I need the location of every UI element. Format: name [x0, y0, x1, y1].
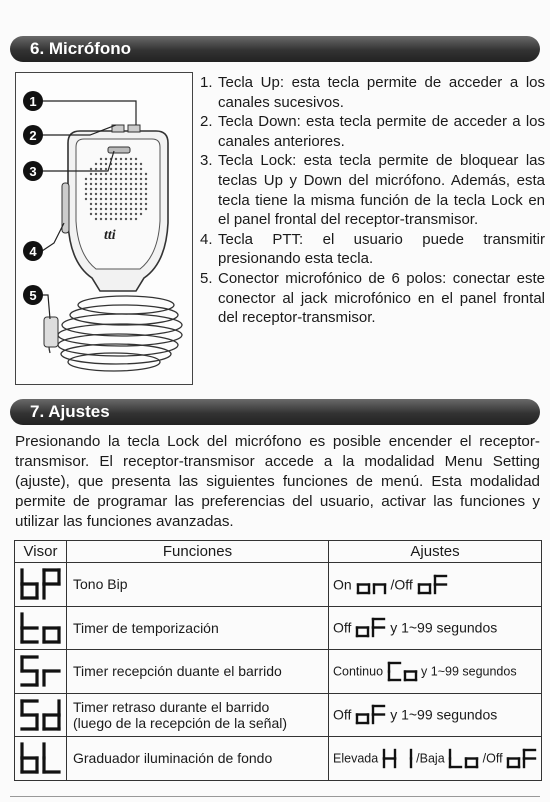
lcd-display [356, 574, 387, 595]
svg-text:4: 4 [29, 244, 37, 259]
list-item: 2. Tecla Down: esta tecla permite de acceder a los canales anteriores. [200, 113, 545, 150]
svg-text:2: 2 [29, 128, 37, 143]
setting-text: y 1~99 segundos [421, 664, 517, 679]
lcd-display [355, 617, 386, 638]
setting-text: /Off [390, 576, 413, 593]
callout-4 [23, 241, 43, 261]
setting-text: On [333, 576, 352, 593]
list-item: 1. Tecla Up: esta tecla permite de acceder a los canales sucesivos. [200, 74, 545, 111]
function-label: Timer recepción duante el barrido [73, 663, 282, 680]
setting-text: /Off [482, 751, 503, 766]
setting-text: Continuo [333, 664, 384, 679]
section-6-title: 6. Micrófono [30, 39, 132, 58]
header-ajustes: Ajustes [329, 541, 542, 563]
lcd-display [506, 748, 537, 769]
table-header-row [15, 541, 542, 563]
mic-logo: tti [104, 228, 116, 243]
section-6-header [10, 36, 540, 62]
list-item: 4. Tecla PTT: el usuario puede transmitir presionando esta tecla. [200, 230, 545, 268]
table-row [15, 693, 542, 737]
svg-text:3: 3 [29, 164, 37, 179]
setting-text: Off [333, 706, 352, 723]
function-label: Tono Bip [73, 576, 128, 593]
lcd-display [19, 654, 62, 688]
section-7-header [10, 399, 540, 425]
table-row [15, 606, 542, 650]
svg-text:1: 1 [29, 94, 37, 109]
lcd-display [19, 611, 62, 645]
list-item: 5. Conector microfónico de 6 polos: conectar este conector al jack microfónico en el panel frontal del receptor-transmisor. [200, 269, 545, 327]
function-label: Graduador iluminación de fondo [73, 750, 273, 767]
lcd-display [387, 661, 418, 682]
setting-text: Elevada [333, 751, 379, 766]
lcd-display [19, 698, 62, 732]
lcd-display [19, 741, 62, 775]
list-item: 3. Tecla Lock: esta tecla permite de bloquear las teclas Up y Down del micrófono. Además, esta tecla tiene la misma función de la tecla Lock en el panel frontal del receptor-transmisor. [200, 152, 545, 229]
lcd-display [448, 748, 479, 769]
setting-text: y 1~99 segundos [390, 706, 498, 723]
function-label-note: (luego de la recepción de la señal) [73, 714, 288, 731]
svg-text:5: 5 [29, 288, 37, 303]
header-funciones: Funciones [67, 541, 329, 563]
function-label: Timer retraso durante el barrido [73, 698, 270, 715]
table-row [15, 737, 542, 781]
setting-text: y 1~99 segundos [390, 619, 498, 636]
table-row [15, 563, 542, 607]
table-row [15, 650, 542, 694]
settings-table [14, 540, 542, 781]
microphone-illustration [15, 72, 193, 385]
section-7-title: 7. Ajustes [30, 402, 110, 421]
callout-3 [23, 161, 43, 181]
callout-1 [23, 91, 43, 111]
settings-paragraph: Presionando la tecla Lock del micrófono es posible encender el receptor-transmisor. El receptor-transmisor accede a la modalidad Menu Setting (ajuste), que presenta las siguientes funciones de menú. Esta modalidad permite de programar las preferencias del usuario, activar las funciones y utilizar las funciones avanzadas. [15, 433, 540, 530]
lcd-display [19, 567, 62, 601]
function-label: Timer de temporización [73, 619, 219, 636]
lcd-display [355, 704, 386, 725]
callout-2 [23, 125, 43, 145]
header-visor: Visor [15, 541, 67, 563]
lcd-display [417, 574, 448, 595]
page-divider [10, 796, 540, 797]
lcd-display [382, 748, 413, 769]
setting-text: Off [333, 619, 352, 636]
microphone-drawing [16, 73, 191, 383]
microphone-keys-list [200, 73, 545, 328]
setting-text: /Baja [416, 751, 445, 766]
callout-5 [23, 285, 43, 305]
